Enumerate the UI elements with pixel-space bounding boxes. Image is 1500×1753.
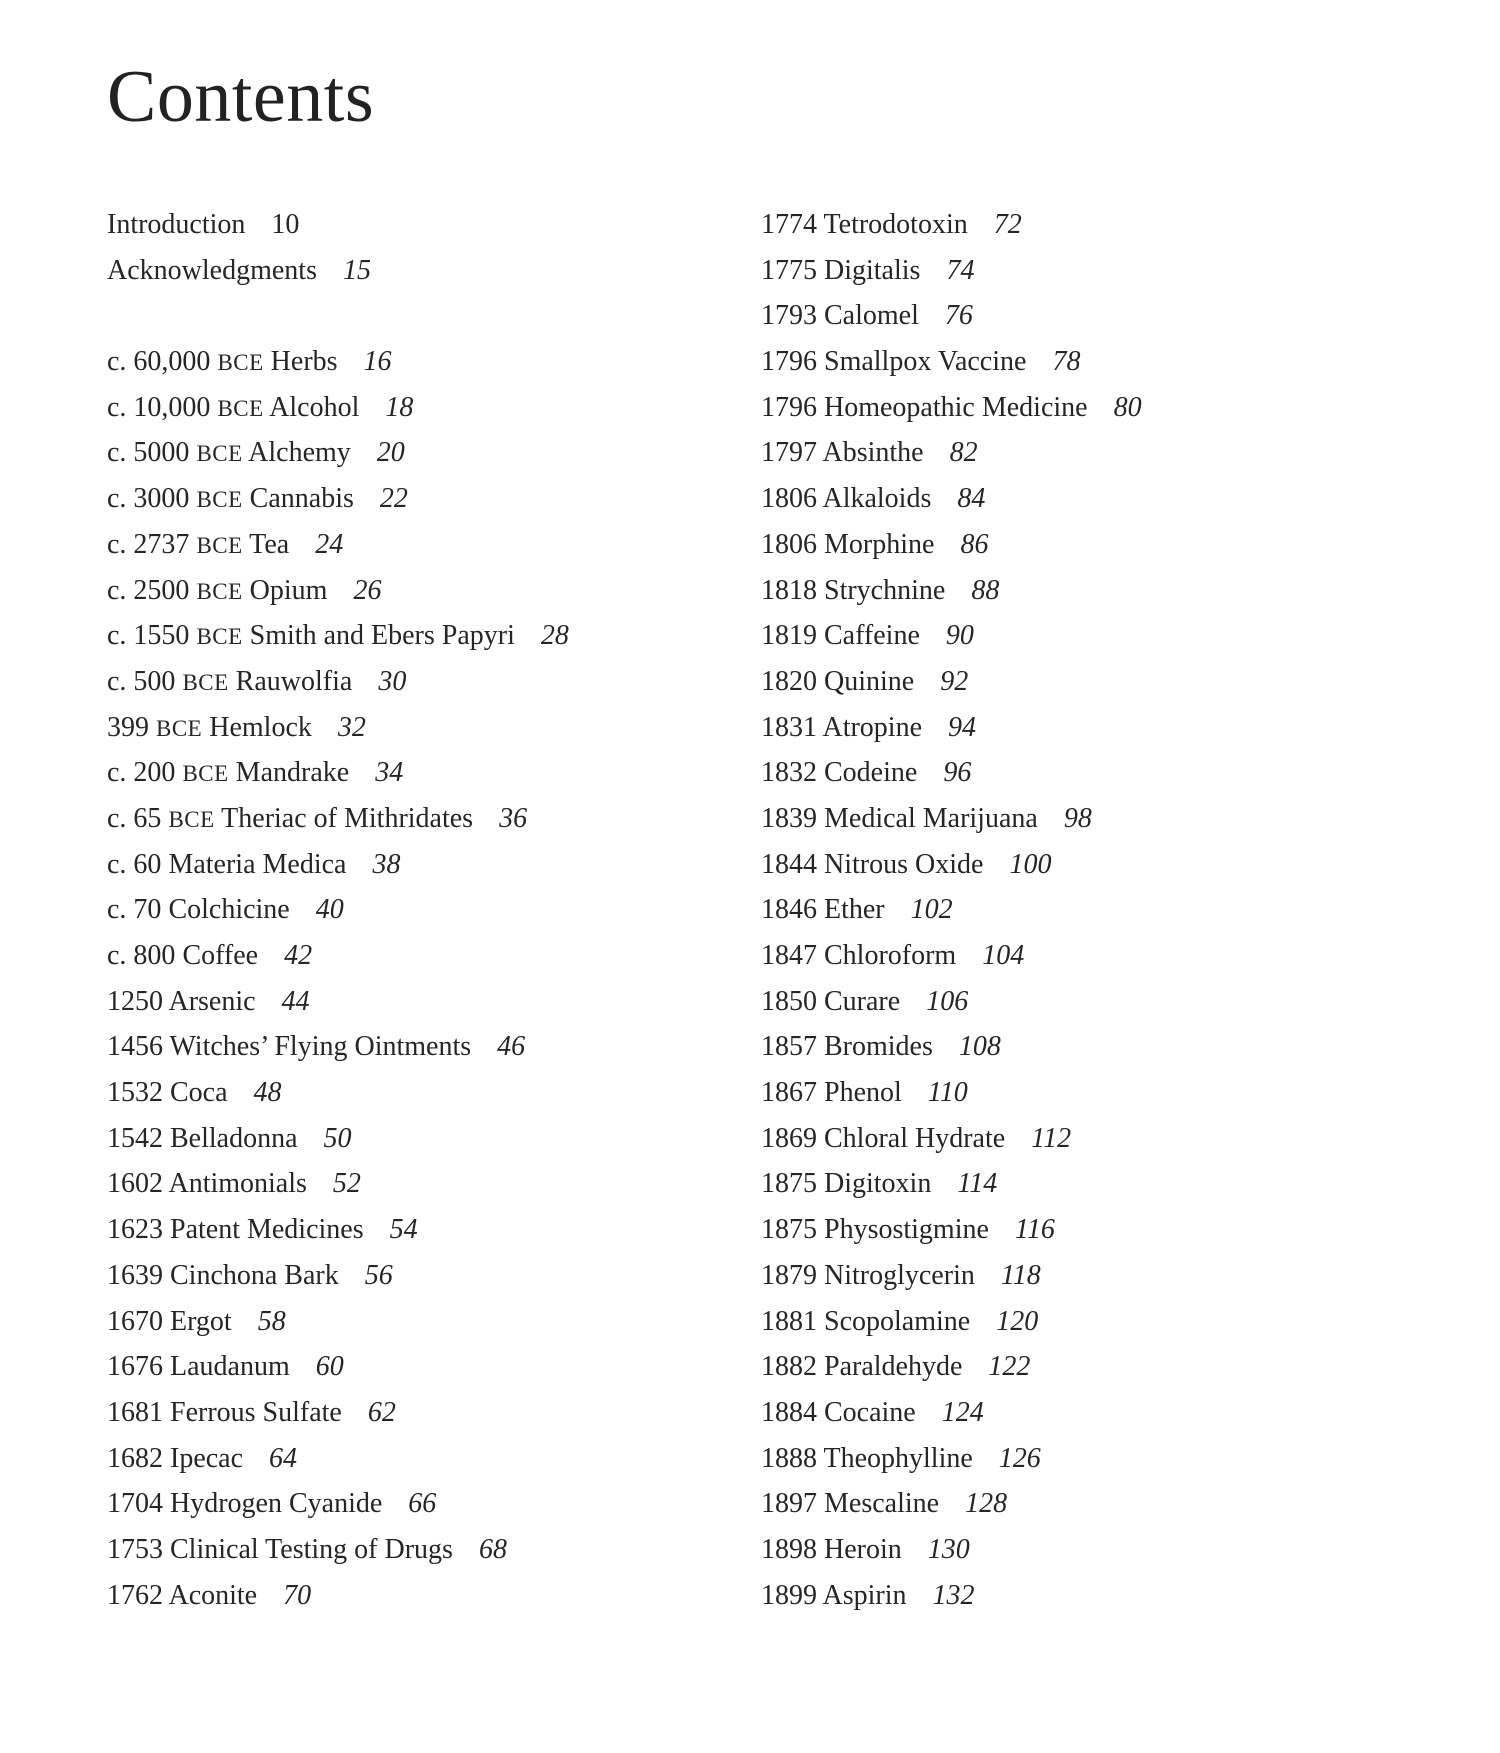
toc-entry[interactable]	[107, 339, 569, 385]
toc-entry[interactable]	[107, 522, 569, 568]
entry-year: c. 5000	[107, 437, 190, 469]
entry-year: c. 65	[107, 802, 162, 834]
entry-page-number: 100	[1009, 848, 1052, 880]
toc-entry[interactable]	[107, 1527, 569, 1573]
entry-page-number: 96	[943, 757, 972, 789]
entry-year: c. 3000	[107, 483, 190, 515]
entry-year: 1875	[761, 1168, 817, 1200]
entry-year: 1898	[761, 1533, 817, 1565]
entry-title: Herbs	[270, 346, 338, 378]
entry-page-number: 58	[257, 1305, 286, 1337]
toc-entry[interactable]	[107, 1390, 569, 1436]
toc-entry[interactable]	[761, 1207, 1142, 1253]
entry-title: Caffeine	[824, 620, 920, 652]
page-title: Contents	[107, 56, 375, 138]
toc-entry[interactable]	[761, 339, 1142, 385]
entry-title: Chloroform	[824, 940, 957, 971]
toc-entry[interactable]	[761, 1390, 1142, 1436]
entry-era: BCE	[168, 806, 215, 832]
toc-entry[interactable]	[761, 1344, 1142, 1390]
entry-page-number: 86	[960, 528, 989, 560]
entry-page-number: 32	[337, 711, 366, 743]
entry-year: c. 1550	[107, 620, 190, 652]
entry-year: 1899	[761, 1579, 817, 1611]
entry-era: BCE	[196, 441, 243, 467]
entry-title: Physostigmine	[824, 1214, 989, 1246]
toc-entry[interactable]	[107, 476, 569, 522]
entry-page-number: 118	[1000, 1259, 1041, 1291]
toc-entry[interactable]	[761, 1527, 1142, 1573]
toc-entry[interactable]	[107, 568, 569, 614]
toc-entry[interactable]	[761, 796, 1142, 842]
entry-year: 1532	[107, 1077, 163, 1109]
toc-entry[interactable]	[107, 1436, 569, 1482]
entry-title: Scopolamine	[824, 1305, 971, 1337]
toc-entry[interactable]	[107, 1070, 569, 1116]
entry-title: Hemlock	[209, 711, 312, 743]
toc-entry[interactable]	[761, 1253, 1142, 1299]
entry-title: Aspirin	[822, 1579, 907, 1611]
toc-entry[interactable]	[107, 933, 569, 979]
entry-year: 1831	[761, 711, 817, 743]
entry-title: Introduction	[107, 209, 246, 240]
entry-title: Phenol	[824, 1077, 902, 1109]
entry-year: 1888	[761, 1442, 817, 1474]
entry-page-number: 128	[965, 1488, 1008, 1520]
toc-entry[interactable]	[761, 750, 1142, 796]
entry-title: Cocaine	[824, 1396, 916, 1428]
entry-title: Patent Medicines	[170, 1214, 364, 1246]
entry-title: Colchicine	[168, 894, 290, 926]
entry-page-number: 82	[949, 437, 978, 469]
entry-year: 1681	[107, 1396, 163, 1428]
entry-era: BCE	[182, 761, 229, 787]
entry-page-number: 28	[540, 620, 569, 652]
entry-year: 1819	[761, 620, 817, 652]
entry-page-number: 126	[998, 1442, 1041, 1474]
entry-page-number: 18	[385, 391, 414, 423]
toc-entry[interactable]	[761, 1436, 1142, 1482]
toc-entry[interactable]	[761, 613, 1142, 659]
toc-entry[interactable]	[107, 887, 569, 933]
entry-page-number: 46	[497, 1031, 526, 1063]
entry-year: 1857	[761, 1031, 817, 1063]
entry-year: 1676	[107, 1351, 163, 1383]
entry-page-number: 68	[478, 1533, 507, 1565]
entry-year: c. 200	[107, 757, 176, 789]
entry-title: Medical Marijuana	[824, 802, 1038, 834]
entry-page-number: 52	[332, 1168, 361, 1200]
entry-year: c. 500	[107, 665, 176, 697]
entry-era: BCE	[196, 624, 243, 650]
entry-title: Calomel	[824, 300, 919, 332]
entry-title: Digitoxin	[824, 1168, 932, 1200]
entry-title: Strychnine	[824, 574, 946, 606]
entry-page-number: 36	[499, 802, 528, 834]
toc-entry[interactable]	[107, 1481, 569, 1527]
entry-year: 1846	[761, 894, 817, 926]
entry-year: 1682	[107, 1442, 163, 1474]
entry-title: Ergot	[170, 1305, 232, 1337]
entry-title: Aconite	[168, 1579, 258, 1611]
entry-page-number: 42	[284, 940, 313, 971]
entry-page-number: 92	[940, 665, 969, 697]
entry-title: Homeopathic Medicine	[824, 391, 1088, 423]
toc-entry[interactable]	[107, 705, 569, 751]
entry-year: 1820	[761, 665, 817, 697]
entry-year: 1839	[761, 802, 817, 834]
entry-year: 1869	[761, 1122, 817, 1154]
toc-entry[interactable]	[107, 659, 569, 705]
entry-title: Belladonna	[170, 1122, 298, 1154]
entry-year: c. 2500	[107, 574, 190, 606]
entry-title: Alchemy	[248, 437, 351, 469]
entry-title: Theophylline	[823, 1442, 973, 1474]
entry-year: c. 10,000	[107, 391, 211, 423]
entry-title: Alkaloids	[822, 483, 932, 515]
entry-year: c. 60	[107, 848, 162, 880]
entry-year: c. 60,000	[107, 346, 211, 378]
entry-page-number: 10	[271, 209, 300, 240]
entry-page-number: 64	[269, 1442, 298, 1474]
toc-entry[interactable]	[761, 568, 1142, 614]
toc-entry[interactable]	[761, 1161, 1142, 1207]
entry-title: Heroin	[824, 1533, 902, 1565]
entry-title: Materia Medica	[168, 848, 347, 880]
entry-era: BCE	[196, 487, 243, 513]
toc-entry[interactable]	[761, 430, 1142, 476]
toc-entry[interactable]	[761, 1116, 1142, 1162]
toc-entry[interactable]	[107, 842, 569, 888]
entry-page-number: 15	[342, 254, 371, 286]
entry-year: c. 2737	[107, 528, 190, 560]
entry-title: Coffee	[182, 940, 259, 971]
toc-entry[interactable]	[761, 385, 1142, 431]
entry-title: Nitroglycerin	[824, 1259, 975, 1291]
entry-year: 1875	[761, 1214, 817, 1246]
toc-entry[interactable]	[107, 430, 569, 476]
entry-title: Tetrodotoxin	[823, 209, 968, 240]
entry-page-number: 26	[353, 574, 382, 606]
entry-page-number: 54	[389, 1214, 418, 1246]
toc-entry[interactable]	[107, 1207, 569, 1253]
entry-year: 1639	[107, 1259, 163, 1291]
entry-year: 1775	[761, 254, 817, 286]
entry-era: BCE	[156, 715, 203, 741]
entry-title: Tea	[249, 528, 290, 560]
entry-era: BCE	[217, 350, 264, 376]
entry-page-number: 24	[315, 528, 344, 560]
entry-era: BCE	[182, 669, 229, 695]
toc-entry[interactable]	[107, 750, 569, 796]
entry-page-number: 98	[1063, 802, 1092, 834]
entry-title: Digitalis	[824, 254, 921, 286]
entry-title: Mandrake	[235, 757, 350, 789]
entry-year: 1897	[761, 1488, 817, 1520]
entry-page-number: 116	[1014, 1214, 1055, 1246]
entry-page-number: 38	[372, 848, 401, 880]
entry-page-number: 20	[376, 437, 405, 469]
toc-entry[interactable]	[761, 476, 1142, 522]
toc-entry[interactable]	[761, 1573, 1142, 1619]
toc-entry[interactable]	[761, 979, 1142, 1025]
entry-year: 1867	[761, 1077, 817, 1109]
entry-year: 1882	[761, 1351, 817, 1383]
entry-year: 1704	[107, 1488, 163, 1520]
entry-title: Arsenic	[168, 985, 256, 1017]
entry-page-number: 80	[1113, 391, 1142, 423]
toc-entry[interactable]	[761, 705, 1142, 751]
entry-page-number: 112	[1031, 1122, 1072, 1154]
entry-title: Atropine	[822, 711, 922, 743]
entry-title: Clinical Testing of Drugs	[170, 1533, 453, 1565]
toc-entry[interactable]	[107, 1116, 569, 1162]
entry-page-number: 78	[1052, 346, 1081, 378]
entry-title: Ipecac	[170, 1442, 244, 1474]
toc-entry[interactable]	[107, 1573, 569, 1619]
toc-entry[interactable]	[107, 1299, 569, 1345]
entry-year: 1797	[761, 437, 817, 469]
toc-entry[interactable]	[761, 659, 1142, 705]
entry-title: Curare	[824, 985, 901, 1017]
entry-year: c. 70	[107, 894, 162, 926]
entry-page-number: 48	[253, 1077, 282, 1109]
entry-page-number: 56	[364, 1259, 393, 1291]
entry-year: 1602	[107, 1168, 163, 1200]
entry-era: BCE	[196, 578, 243, 604]
entry-page-number: 30	[378, 665, 407, 697]
entry-title: Ether	[824, 894, 885, 926]
entry-year: 1670	[107, 1305, 163, 1337]
entry-year: 399	[107, 711, 149, 743]
toc-entry[interactable]	[107, 1161, 569, 1207]
toc-left-column	[107, 202, 569, 1618]
toc-entry[interactable]	[107, 248, 569, 294]
entry-title: Opium	[249, 574, 328, 606]
entry-page-number: 60	[315, 1351, 344, 1383]
entry-title: Laudanum	[170, 1351, 290, 1383]
entry-title: Cinchona Bark	[170, 1259, 339, 1291]
entry-year: 1793	[761, 300, 817, 332]
section-spacer	[107, 293, 569, 339]
entry-page-number: 104	[982, 940, 1025, 971]
toc-entry[interactable]	[761, 842, 1142, 888]
toc-right-column	[761, 202, 1142, 1618]
entry-year: 1879	[761, 1259, 817, 1291]
entry-title: Hydrogen Cyanide	[170, 1488, 383, 1520]
toc-entry[interactable]	[107, 385, 569, 431]
toc-entry[interactable]	[107, 1024, 569, 1070]
entry-title: Paraldehyde	[824, 1351, 963, 1383]
entry-page-number: 94	[948, 711, 976, 743]
entry-title: Bromides	[824, 1031, 933, 1063]
entry-year: 1844	[761, 848, 817, 880]
entry-title: Smallpox Vaccine	[824, 346, 1027, 378]
entry-page-number: 88	[971, 574, 1000, 606]
entry-page-number: 102	[910, 894, 953, 926]
entry-title: Alcohol	[269, 391, 360, 423]
entry-page-number: 70	[283, 1579, 312, 1611]
entry-year: 1847	[761, 940, 817, 971]
entry-title: Ferrous Sulfate	[170, 1396, 342, 1428]
entry-page-number: 74	[946, 254, 975, 286]
toc-entry[interactable]	[761, 293, 1142, 339]
toc-entry[interactable]	[761, 1299, 1142, 1345]
entry-title: Morphine	[824, 528, 935, 560]
entry-page-number: 120	[996, 1305, 1039, 1337]
entry-page-number: 132	[932, 1579, 975, 1611]
toc-entry[interactable]	[107, 202, 569, 248]
toc-entry[interactable]	[107, 796, 569, 842]
entry-page-number: 72	[993, 209, 1022, 240]
entry-year: 1796	[761, 391, 817, 423]
entry-year: 1850	[761, 985, 817, 1017]
entry-page-number: 62	[367, 1396, 396, 1428]
entry-year: 1762	[107, 1579, 163, 1611]
entry-title: Mescaline	[824, 1488, 940, 1520]
entry-year: c. 800	[107, 940, 176, 971]
toc-entry[interactable]	[107, 1253, 569, 1299]
entry-year: 1250	[107, 985, 163, 1017]
entry-page-number: 124	[941, 1396, 984, 1428]
entry-year: 1818	[761, 574, 817, 606]
entry-title: Cannabis	[249, 483, 354, 515]
entry-year: 1774	[761, 209, 817, 240]
toc-entry[interactable]	[761, 522, 1142, 568]
entry-page-number: 130	[927, 1533, 970, 1565]
entry-page-number: 110	[927, 1077, 968, 1109]
toc-entry[interactable]	[107, 1344, 569, 1390]
toc-entry[interactable]	[761, 1070, 1142, 1116]
entry-title: Antimonials	[168, 1168, 307, 1200]
entry-title: Coca	[170, 1077, 228, 1109]
entry-title: Witches’ Flying Ointments	[169, 1031, 472, 1063]
toc-entry[interactable]	[761, 933, 1142, 979]
entry-era: BCE	[217, 395, 264, 421]
toc-entry[interactable]	[761, 887, 1142, 933]
entry-page-number: 106	[926, 985, 969, 1017]
toc-entry[interactable]	[761, 248, 1142, 294]
entry-title: Absinthe	[822, 437, 924, 469]
toc-entry[interactable]	[107, 613, 569, 659]
toc-entry[interactable]	[761, 1024, 1142, 1070]
entry-page-number: 44	[281, 985, 310, 1017]
entry-page-number: 16	[363, 346, 392, 378]
entry-page-number: 108	[958, 1031, 1001, 1063]
entry-year: 1806	[761, 483, 817, 515]
entry-year: 1542	[107, 1122, 163, 1154]
entry-title: Quinine	[824, 665, 915, 697]
entry-title: Codeine	[824, 757, 918, 789]
entry-title: Chloral Hydrate	[824, 1122, 1006, 1154]
entry-page-number: 114	[957, 1168, 998, 1200]
toc-entry[interactable]	[761, 1481, 1142, 1527]
entry-page-number: 34	[375, 757, 404, 789]
entry-page-number: 50	[323, 1122, 352, 1154]
toc-entry[interactable]	[761, 202, 1142, 248]
entry-page-number: 76	[944, 300, 973, 332]
entry-title: Rauwolfia	[235, 665, 353, 697]
entry-page-number: 66	[408, 1488, 437, 1520]
entry-year: 1623	[107, 1214, 163, 1246]
entry-title: Smith and Ebers Papyri	[249, 620, 515, 652]
entry-page-number: 84	[957, 483, 986, 515]
entry-era: BCE	[196, 532, 243, 558]
entry-title: Nitrous Oxide	[824, 848, 984, 880]
entry-year: 1832	[761, 757, 817, 789]
entry-page-number: 90	[945, 620, 974, 652]
entry-year: 1753	[107, 1533, 163, 1565]
entry-year: 1884	[761, 1396, 817, 1428]
entry-page-number: 40	[315, 894, 344, 926]
toc-entry[interactable]	[107, 979, 569, 1025]
entry-year: 1796	[761, 346, 817, 378]
entry-year: 1806	[761, 528, 817, 560]
entry-page-number: 22	[379, 483, 408, 515]
entry-year: 1456	[107, 1031, 163, 1063]
entry-title: Acknowledgments	[107, 254, 317, 286]
entry-title: Theriac of Mithridates	[221, 802, 474, 834]
entry-page-number: 122	[988, 1351, 1031, 1383]
entry-year: 1881	[761, 1305, 817, 1337]
